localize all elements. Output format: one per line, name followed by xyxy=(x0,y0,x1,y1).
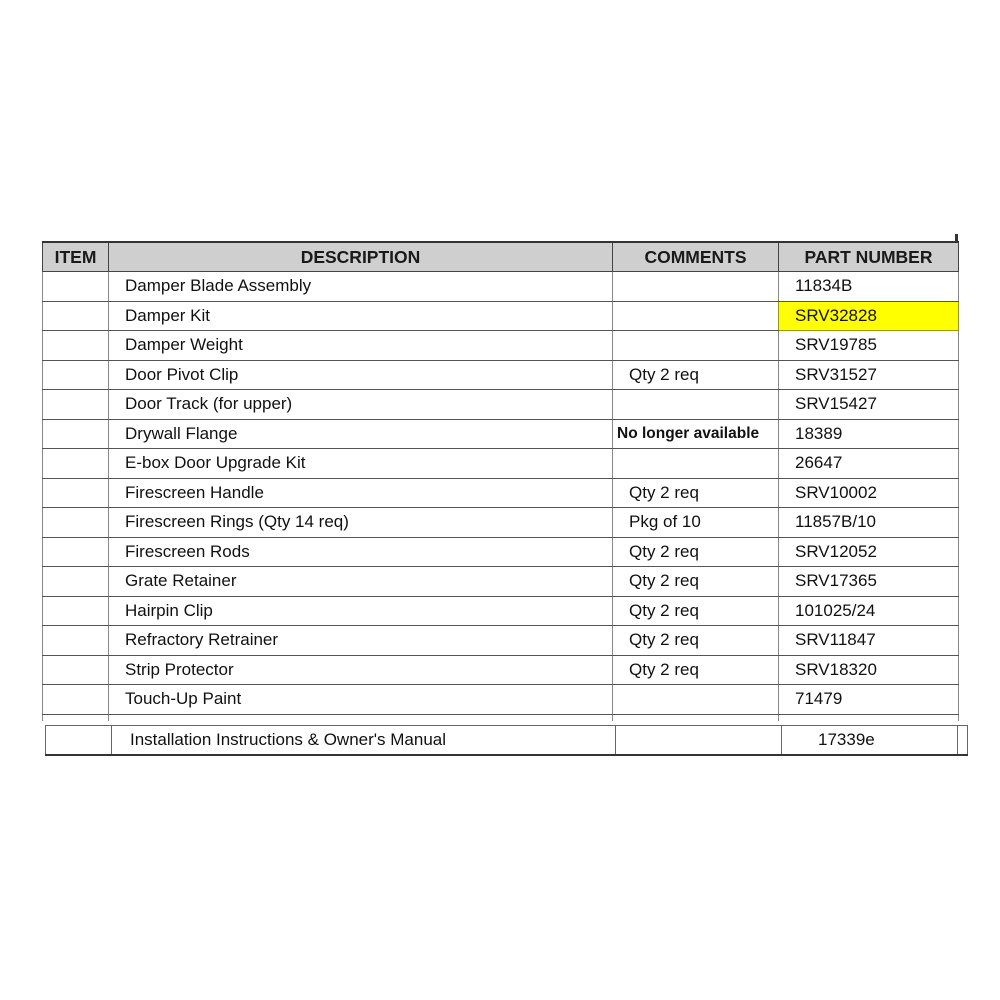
part-number-cell: SRV10002 xyxy=(779,478,959,508)
header-comments: COMMENTS xyxy=(613,242,779,272)
item-cell xyxy=(43,567,109,597)
part-number-cell: 71479 xyxy=(779,685,959,715)
part-number-cell: 11834B xyxy=(779,272,959,302)
table-row xyxy=(43,596,959,626)
description-cell: Firescreen Rings (Qty 14 req) xyxy=(109,508,613,538)
header-part-number: PART NUMBER xyxy=(779,242,959,272)
table-row xyxy=(43,390,959,420)
comments-cell: Qty 2 req xyxy=(613,537,779,567)
item-cell xyxy=(43,655,109,685)
part-number-cell: 18389 xyxy=(779,419,959,449)
comments-cell: Qty 2 req xyxy=(613,626,779,656)
header-row xyxy=(43,242,959,272)
item-cell xyxy=(43,419,109,449)
comments-cell xyxy=(613,331,779,361)
table-row xyxy=(43,272,959,302)
header-item: ITEM xyxy=(43,242,109,272)
description-cell: Damper Weight xyxy=(109,331,613,361)
manual-edge-cell xyxy=(958,726,968,756)
manual-comments-cell xyxy=(616,726,782,756)
item-cell xyxy=(43,478,109,508)
item-cell xyxy=(43,685,109,715)
description-cell: Damper Kit xyxy=(109,301,613,331)
part-number-cell: 11857B/10 xyxy=(779,508,959,538)
comments-cell: Qty 2 req xyxy=(613,596,779,626)
comments-cell xyxy=(613,301,779,331)
item-cell xyxy=(43,508,109,538)
part-number-cell: 101025/24 xyxy=(779,596,959,626)
part-number-cell: SRV12052 xyxy=(779,537,959,567)
spacer-cell xyxy=(613,714,779,721)
description-cell: Grate Retainer xyxy=(109,567,613,597)
spacer-cell xyxy=(779,714,959,721)
spacer-cell xyxy=(109,714,613,721)
manual-row xyxy=(46,726,968,756)
part-number-cell: 26647 xyxy=(779,449,959,479)
part-number-cell: SRV15427 xyxy=(779,390,959,420)
part-number-cell: SRV18320 xyxy=(779,655,959,685)
manual-item-cell xyxy=(46,726,112,756)
part-number-cell: SRV32828 xyxy=(779,301,959,331)
item-cell xyxy=(43,596,109,626)
description-cell: Refractory Retrainer xyxy=(109,626,613,656)
item-cell xyxy=(43,301,109,331)
item-cell xyxy=(43,360,109,390)
comments-cell: Qty 2 req xyxy=(613,478,779,508)
table-row xyxy=(43,508,959,538)
table-row xyxy=(43,685,959,715)
description-cell: Strip Protector xyxy=(109,655,613,685)
comments-cell: Qty 2 req xyxy=(613,655,779,685)
part-number-cell: SRV19785 xyxy=(779,331,959,361)
table-row xyxy=(43,567,959,597)
table-row xyxy=(43,626,959,656)
manual-table xyxy=(45,725,968,756)
item-cell xyxy=(43,272,109,302)
comments-cell: Pkg of 10 xyxy=(613,508,779,538)
table-row xyxy=(43,478,959,508)
item-cell xyxy=(43,390,109,420)
description-cell: Touch-Up Paint xyxy=(109,685,613,715)
header-description: DESCRIPTION xyxy=(109,242,613,272)
item-cell xyxy=(43,626,109,656)
table-row xyxy=(43,301,959,331)
table-row xyxy=(43,331,959,361)
description-cell: E-box Door Upgrade Kit xyxy=(109,449,613,479)
table-row xyxy=(43,449,959,479)
item-cell xyxy=(43,331,109,361)
comments-cell: Qty 2 req xyxy=(613,360,779,390)
part-number-cell: SRV11847 xyxy=(779,626,959,656)
manual-description: Installation Instructions & Owner's Manual xyxy=(112,726,616,756)
comments-cell xyxy=(613,272,779,302)
spacer-cell xyxy=(43,714,109,721)
description-cell: Door Track (for upper) xyxy=(109,390,613,420)
table-row xyxy=(43,537,959,567)
description-cell: Firescreen Rods xyxy=(109,537,613,567)
table-row xyxy=(43,360,959,390)
description-cell: Drywall Flange xyxy=(109,419,613,449)
item-cell xyxy=(43,537,109,567)
comments-cell xyxy=(613,449,779,479)
comments-cell xyxy=(613,390,779,420)
part-number-cell: SRV17365 xyxy=(779,567,959,597)
description-cell: Door Pivot Clip xyxy=(109,360,613,390)
description-cell: Firescreen Handle xyxy=(109,478,613,508)
manual-part-number: 17339e xyxy=(782,726,958,756)
comments-cell xyxy=(613,685,779,715)
parts-table xyxy=(42,241,959,721)
description-cell: Hairpin Clip xyxy=(109,596,613,626)
part-number-cell: SRV31527 xyxy=(779,360,959,390)
comments-cell: Qty 2 req xyxy=(613,567,779,597)
comments-cell: No longer available xyxy=(613,419,779,449)
item-cell xyxy=(43,449,109,479)
spacer-row xyxy=(43,714,959,721)
description-cell: Damper Blade Assembly xyxy=(109,272,613,302)
table-row xyxy=(43,655,959,685)
table-row xyxy=(43,419,959,449)
